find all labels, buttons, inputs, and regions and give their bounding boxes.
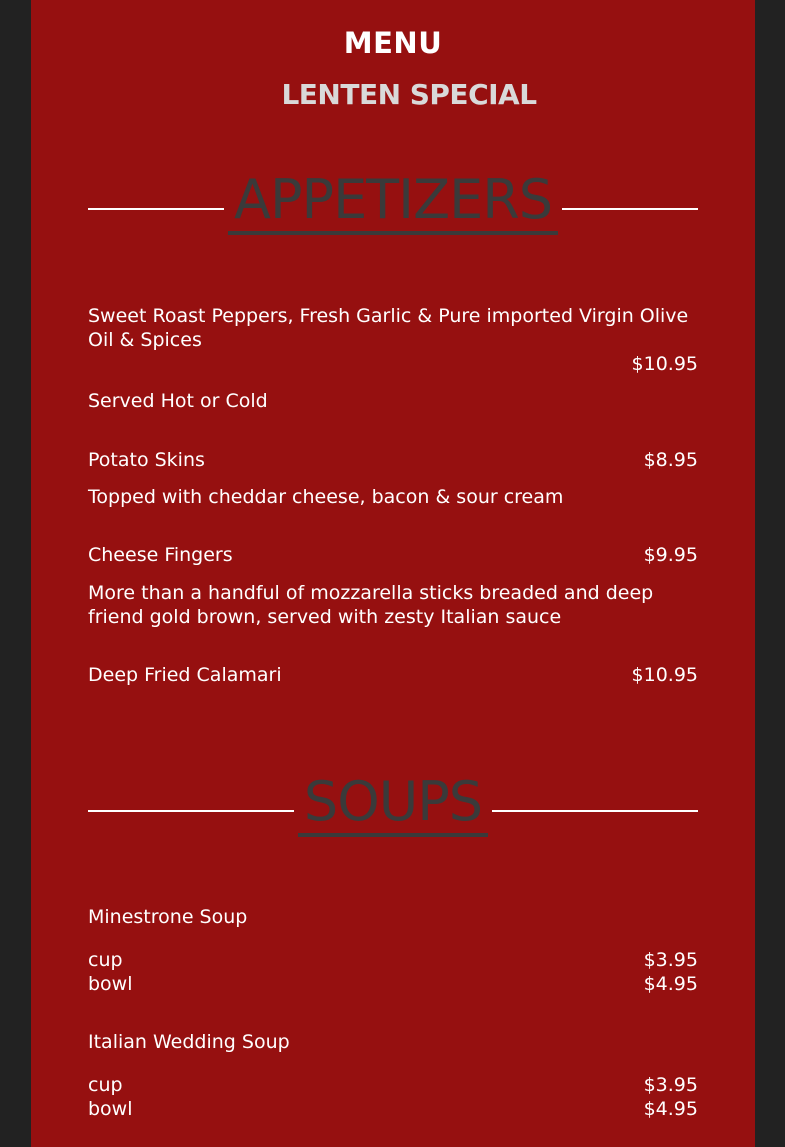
heading-divider-left (88, 208, 224, 210)
soup-size-price: $4.95 (643, 973, 698, 995)
appetizer-price: $10.95 (631, 664, 698, 686)
appetizer-name: Sweet Roast Peppers, Fresh Garlic & Pure imported Virgin Olive Oil & Spices (88, 305, 689, 351)
soup-size-price: $4.95 (643, 1098, 698, 1120)
appetizer-description: Topped with cheddar cheese, bacon & sour cream (88, 486, 564, 508)
soup-size-label: cup (88, 949, 123, 971)
appetizer-description: Served Hot or Cold (88, 390, 268, 412)
soup-name: Italian Wedding Soup (88, 1031, 290, 1053)
heading-divider-left (88, 810, 294, 812)
appetizer-name: Potato Skins (88, 449, 205, 471)
appetizers-heading-text: APPETIZERS (228, 169, 558, 235)
appetizer-price: $9.95 (643, 544, 698, 566)
menu-panel (31, 0, 755, 1147)
soup-size-label: bowl (88, 973, 133, 995)
soup-size-label: cup (88, 1074, 123, 1096)
appetizer-name: Cheese Fingers (88, 544, 233, 566)
soup-size-label: bowl (88, 1098, 133, 1120)
soup-name: Minestrone Soup (88, 906, 248, 928)
soups-heading (88, 764, 698, 844)
menu-title: MENU (343, 26, 443, 60)
appetizer-description: More than a handful of mozzarella sticks breaded and deep friend gold brown, served with zesty Italian sauce (88, 582, 654, 628)
appetizers-heading (88, 162, 698, 242)
appetizer-price: $10.95 (631, 353, 698, 375)
heading-divider-right (492, 810, 698, 812)
soup-size-price: $3.95 (643, 1074, 698, 1096)
heading-divider-right (562, 208, 698, 210)
appetizer-name: Deep Fried Calamari (88, 664, 282, 686)
soups-heading-text: SOUPS (298, 771, 488, 837)
soup-size-price: $3.95 (643, 949, 698, 971)
appetizer-price: $8.95 (643, 449, 698, 471)
menu-subtitle: LENTEN SPECIAL (281, 78, 537, 111)
